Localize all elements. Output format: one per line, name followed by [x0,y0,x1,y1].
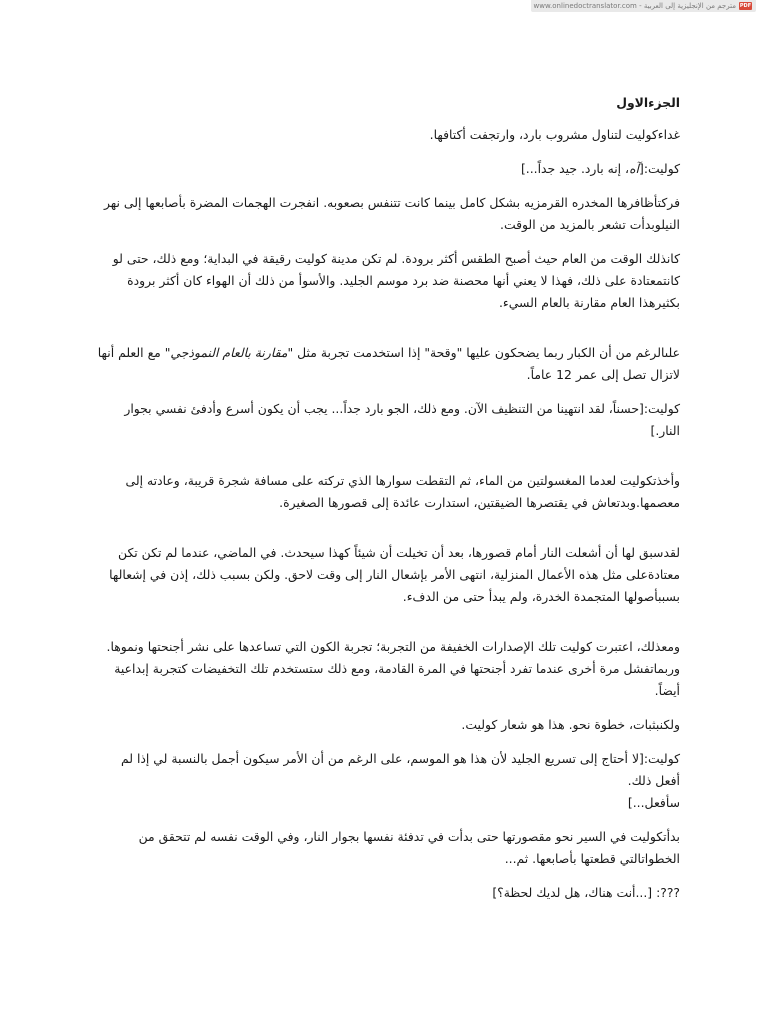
paragraph-9 [96,636,680,702]
dialogue-italic: آه [629,161,639,176]
paragraph-text: ولكنبثبات، خطوة نحو. هذا هو شعار كوليت. [461,717,680,732]
dialogue-text: ???: [...أنت هناك، هل لديك لحظة؟] [492,885,680,900]
paragraph-2 [96,158,680,180]
paragraph-line: بدأتكوليت في السير نحو مقصورتها حتى بدأت في تدفئة نفسها بجوار النار، وفي الوقت نفسه لم تتحقق من [138,829,680,844]
paragraph-line: معتادةعلى مثل هذه الأعمال المنزلية، انتهى الأمر بإشعال النار إلى وقت لاحق. ولكن بسبب ذلك، إذن في إشعالها [109,567,680,582]
paragraph-12 [96,826,680,870]
paragraph-13 [96,882,680,904]
paragraph-11 [96,748,680,814]
dialogue-speaker: كوليت:[ [639,161,680,176]
paragraph-line: أيضاً. [654,683,680,698]
paragraph-text: غداءكوليت لتناول مشروب بارد، وارتجفت أكتافها. [429,127,680,142]
paragraph-line: كانتمعتادة على ذلك، فهذا لا يعني أنها محصنة ضد برد موسم الجليد. والأسوأ من ذلك أن الهواء كان أكثر برودة [127,273,680,288]
paragraph-line: الخطواتالتي قطعتها بأصابعها. ثم... [504,851,680,866]
paragraph-4 [96,248,680,314]
paragraph-7 [96,470,680,514]
paragraph-10 [96,714,680,736]
pdf-icon: PDF [739,3,752,9]
paragraph-3 [96,192,680,236]
paragraph-line: النيلوبدأت تشعر بالمزيد من الوقت. [500,217,680,232]
document-page [96,94,680,904]
italic-phrase: "مقارنة بالعام النموذجي" [164,345,294,360]
paragraph-line: وأخذتكوليت لعدما المغسولتين من الماء، ثم التقطت سوارها الذي تركته على مسافة شجرة قريبة، وعادته إلى [125,473,680,488]
paragraph-line: سأفعل...] [627,795,680,810]
paragraph-line: علىالرغم من أن الكبار ربما يضحكون عليها "وقحة" إذا استخدمت تجربة مثل [297,345,680,360]
dialogue-text: ، إنه بارد. جيد جداً...] [520,161,630,176]
paragraph-line: لاتزال تصل إلى عمر 12 عاماً. [526,367,680,382]
paragraph-line: كانذلك الوقت من العام حيث أصبح الطقس أكثر برودة. لم تكن مدينة كوليت رقيقة في البداية؛ ومع ذلك، حتى لو [112,251,680,266]
paragraph-line: كوليت:[لا أحتاج إلى تسريع الجليد لأن هذا هو الموسم، على الرغم من أن الأمر سيكون أجمل بالنسبة لي إذا لم أفعل ذلك. [121,751,680,788]
paragraph-1 [96,124,680,146]
paragraph-line: فركتأظافرها المخدره القرمزيه بشكل كامل بينما كانت تتنفس بصعوبه. انفجرت الهجمات المضرة بأصابعها إلى نهر [103,195,680,210]
paragraph-6 [96,398,680,442]
paragraph-line: ومعذلك، اعتبرت كوليت تلك الإصدارات الخفيفة من التجربة؛ تجربة الكون التي تساعدها على نشر أجنحتها ونموها. [106,639,680,654]
paragraph-line: وربماتفشل مرة أخرى عندما تفرد أجنحتها في المرة القادمة، ومع ذلك ستستخدم تلك التخفيضات كتجربة إبداعية [114,661,680,676]
dialogue-text: كوليت:[حسناً، لقد انتهينا من التنظيف الآن. ومع ذلك، الجو بارد جداً... يجب أن يكون أسرع وأدفئ نفسي بجوار النار.] [124,401,680,438]
paragraph-line: بكثيرهذا العام مقارنة بالعام السيء. [498,295,680,310]
paragraph-line: لقدسبق لها أن أشعلت النار أمام قصورها، بعد أن تخيلت أن شيئاً كهذا سيحدث. في الماضي، عندما لم تكن تكن [118,545,680,560]
paragraph-line: بسببأصولها المتجمدة الخدرة، ولم يبدأ حتى من الدفء. [402,589,680,604]
paragraph-8 [96,542,680,608]
paragraph-line: معصمها.وبدتعاش في يقتصرها الضيقتين، استدارت عائدة إلى قصورها الصغيرة. [279,495,680,510]
watermark-text: www.onlinedoctranslator.com - مترجم من الإنجليزية إلى العربية [533,2,736,10]
paragraph-line: مع العلم أنها [97,345,165,360]
translator-watermark[interactable] [531,0,756,12]
chapter-heading: الجزءالاول [616,95,680,110]
paragraph-5 [96,342,680,386]
